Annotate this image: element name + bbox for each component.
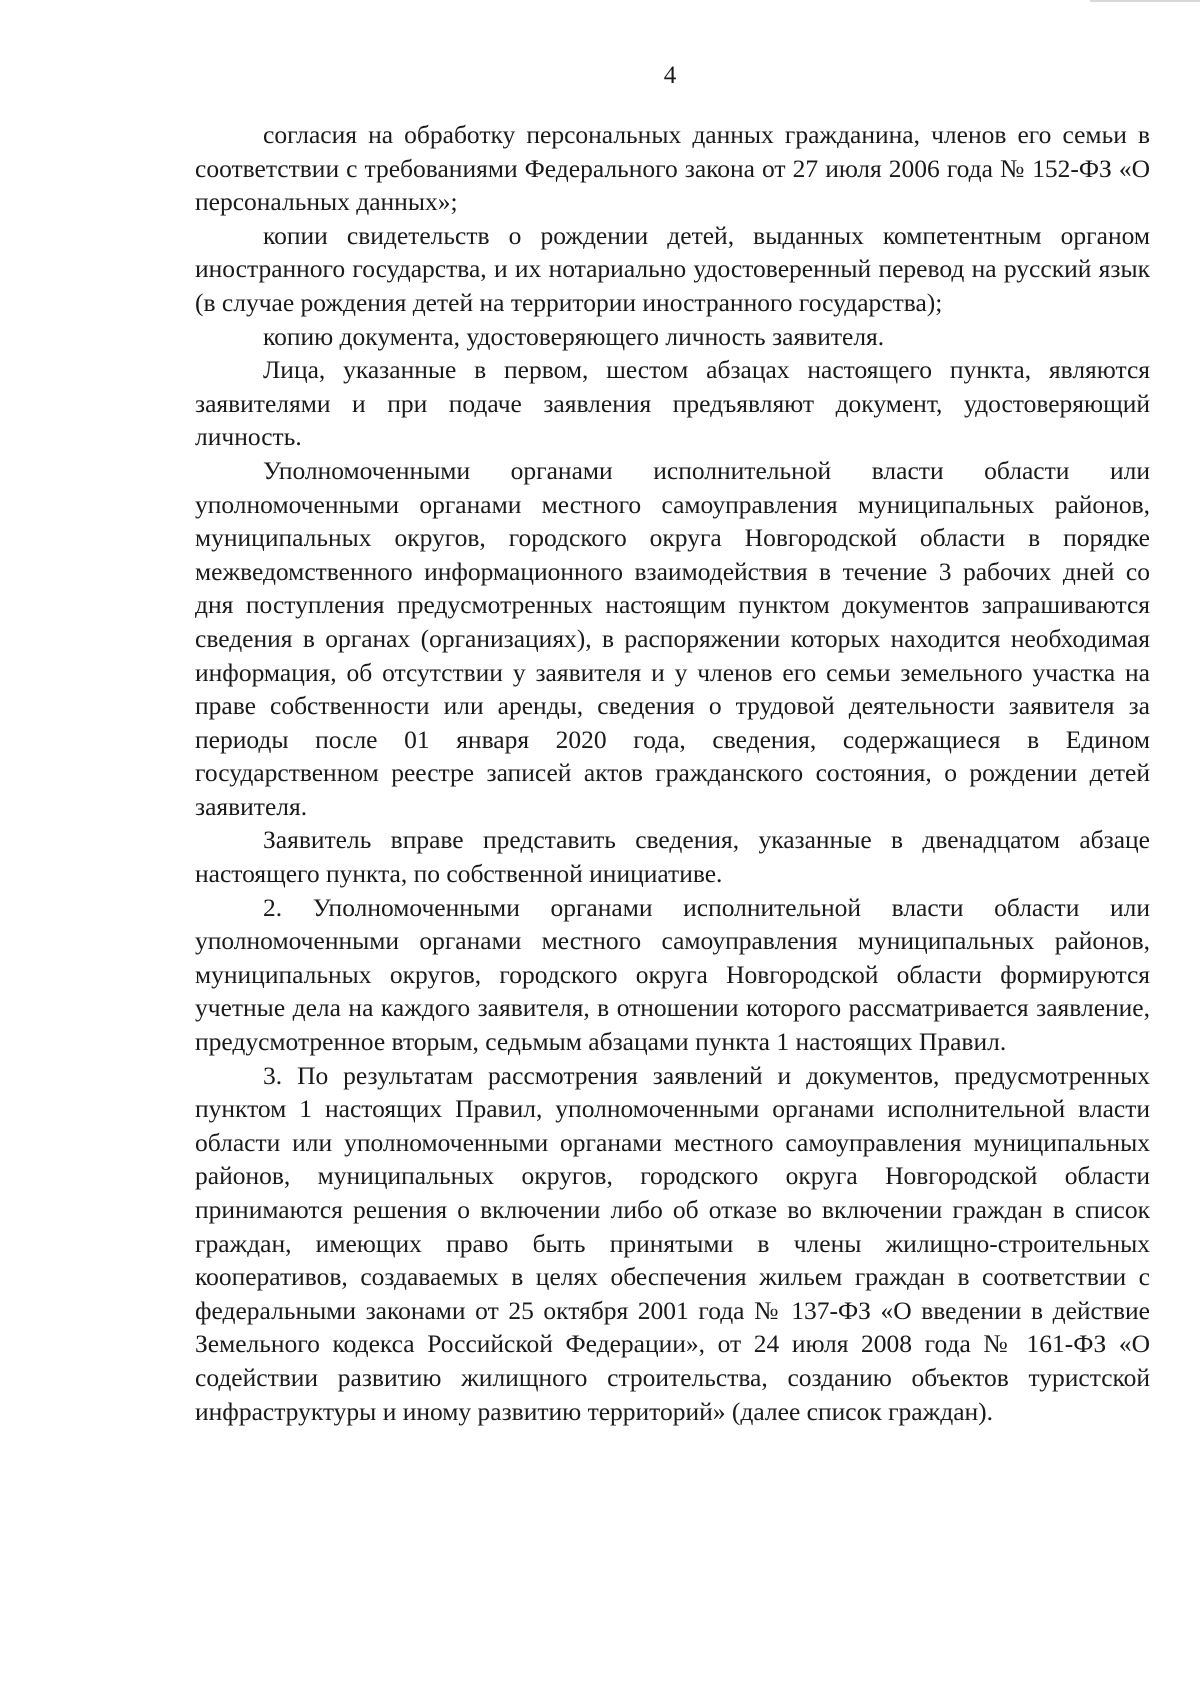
paragraph-birth-certificates: копии свидетельств о рождении детей, выданных компетентным органом иностранного государства, и их нотариально удостоверенный перевод на русский язык (в случае рождения детей на территории иностранного государства); xyxy=(195,220,1150,317)
page-number: 4 xyxy=(663,62,677,89)
paragraph-applicants: Лица, указанные в первом, шестом абзацах настоящего пункта, являются заявителями и при подаче заявления предъявляют документ, удостоверяющий личность. xyxy=(195,355,1150,452)
document-body xyxy=(195,118,1150,1428)
paragraph-identity-document: копию документа, удостоверяющего личность заявителя. xyxy=(263,321,885,351)
scan-edge-mark xyxy=(1090,0,1200,2)
paragraph-own-initiative: Заявитель вправе представить сведения, указанные в двенадцатом абзаце настоящего пункта, по собственной инициативе. xyxy=(195,825,1150,889)
paragraph-interagency-requests: Уполномоченными органами исполнительной власти области или уполномоченными органами местного самоуправления муниципальных районов, муниципальных округов, городского округа Новгородской области в порядке межведомственного информационного взаимодействия в течение 3 рабочих дней со дня поступления предусмотренных настоящим пунктом документов запрашиваются сведения в органах (организациях), в распоряжении которых находится необходимая информация, об отсутствии у заявителя и у членов его семьи земельного участка на праве собственности или аренды, сведения о трудовой деятельности заявителя за периоды после 01 января 2020 года, сведения, содержащиеся в Едином государственном реестре записей актов гражданского состояния, о рождении детей заявителя. xyxy=(195,455,1150,821)
paragraph-consent-personal-data: согласия на обработку персональных данных гражданина, членов его семьи в соответствии с требованиями Федерального закона от 27 июля 2006 года № 152-ФЗ «О персональных данных»; xyxy=(195,120,1150,217)
paragraph-clause-2: 2. Уполномоченными органами исполнительной власти области или уполномоченными органами местного самоуправления муниципальных районов, муниципальных округов, городского округа Новгородской области формируются учетные дела на каждого заявителя, в отношении которого рассматривается заявление, предусмотренное вторым, седьмым абзацами пункта 1 настоящих Правил. xyxy=(195,892,1150,1057)
paragraph-clause-3: 3. По результатам рассмотрения заявлений и документов, предусмотренных пунктом 1 настоящих Правил, уполномоченными органами исполнительной власти области или уполномоченными органами местного самоуправления муниципальных районов, муниципальных округов, городского округа Новгородской области принимаются решения о включении либо об отказе во включении граждан в список граждан, имеющих право быть принятыми в члены жилищно-строительных кооперативов, создаваемых в целях обеспечения жильем граждан в соответствии с федеральными законами от 25 октября 2001 года № 137-ФЗ «О введении в действие Земельного кодекса Российской Федерации», от 24 июля 2008 года № 161-ФЗ «О содействии развитию жилищного строительства, созданию объектов туристской инфраструктуры и иному развитию территорий» (далее список граждан). xyxy=(195,1060,1150,1426)
